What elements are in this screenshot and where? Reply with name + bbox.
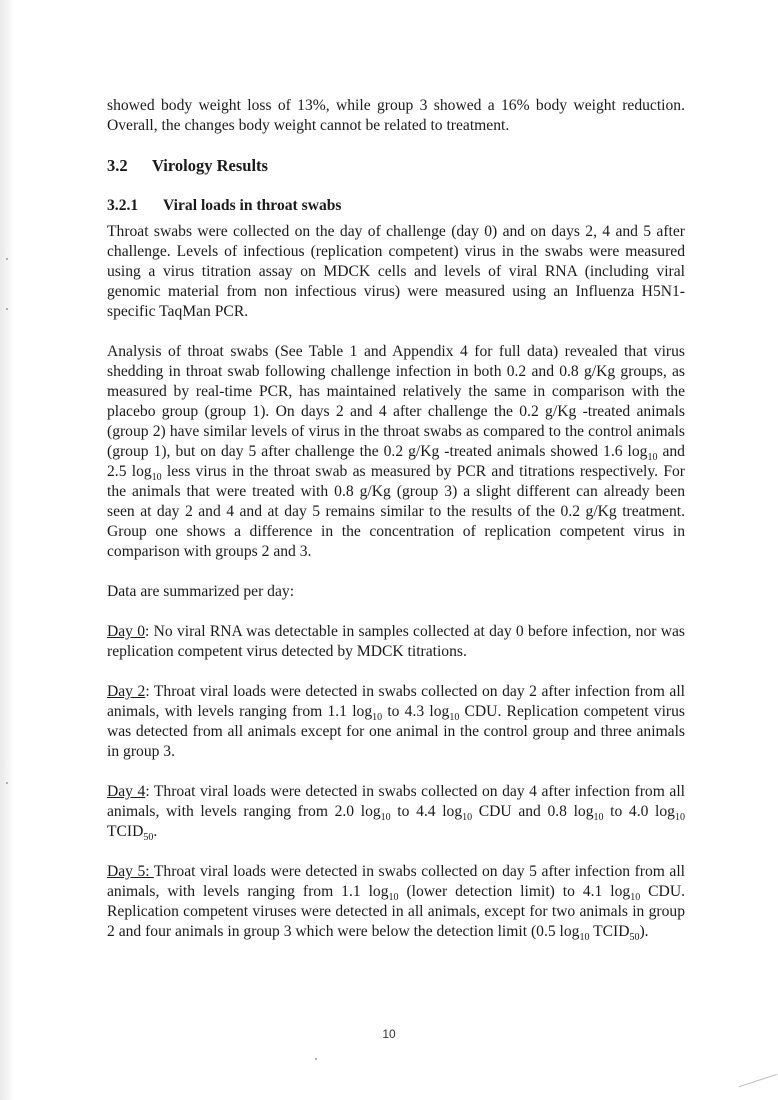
scan-corner-mark	[739, 1074, 777, 1087]
day-4-paragraph: Day 4: Throat viral loads were detected in swabs collected on day 4 after infection from all animals, with levels ranging from 2.0 $\log_{10}$ to 4.4 $\log_{10}$ CDU and 0.8 $\log_{10}$ to 4.0 $\log_{10}$ $TCID_{50}$.	[107, 783, 685, 844]
section-number: 3.2	[107, 156, 128, 175]
day-4-label: Day 4	[107, 783, 146, 800]
summary-intro: Data are summarized per day:	[107, 583, 295, 600]
subsection-title: Viral loads in throat swabs	[163, 197, 342, 214]
day-5-label: Day 5:	[107, 863, 154, 880]
subsection-heading	[107, 196, 685, 216]
scan-speck	[6, 308, 8, 310]
section-heading	[107, 156, 685, 176]
scan-speck	[315, 1058, 317, 1060]
scan-speck	[6, 782, 8, 784]
page-number: 10	[382, 1027, 396, 1041]
scan-speck	[6, 258, 8, 260]
page-content	[107, 96, 685, 962]
subsection-number: 3.2.1	[107, 197, 139, 214]
day-5-paragraph: Day 5: Throat viral loads were detected in swabs collected on day 5 after infection from all animals, with levels ranging from 1.1 $\log_{10}$ (lower detection limit) to 4.1 $\log_{10}$ CDU. Replication competent viruses were detected in all animals, except for two animals in group 2 and four animals in group 3 which were below the detection limit (0.5 $\log_{10}$ $TCID_{50}$).	[107, 863, 686, 944]
scan-edge-shadow	[0, 0, 14, 1100]
day-0-paragraph: Day 0: No viral RNA was detectable in samples collected at day 0 before infection, nor was replication competent virus detected by MDCK titrations.	[107, 623, 685, 660]
section-title: Virology Results	[152, 156, 268, 175]
analysis-paragraph: Analysis of throat swabs (See Table 1 and Appendix 4 for full data) revealed that virus shedding in throat swab following challenge infection in both 0.2 and 0.8 g/Kg groups, as measured by real-time PCR, has maintained relatively the same in comparison with the placebo group (group 1). On days 2 and 4 after challenge the 0.2 g/Kg -treated animals (group 2) have similar levels of virus in the throat swabs as compared to the control animals (group 1), but on day 5 after challenge the 0.2 g/Kg -treated animals showed 1.6 $\log_{10}$ and 2.5 $\log_{10}$ less virus in the throat swab as measured by PCR and titrations respectively. For the animals that were treated with 0.8 g/Kg (group 3) a slight different can already been seen at day 2 and 4 and at day 5 remains similar to the results of the 0.2 g/Kg treatment. Group one shows a difference in the concentration of replication competent virus in comparison with groups 2 and 3.	[107, 343, 685, 560]
intro-paragraph: showed body weight loss of 13%, while group 3 showed a 16% body weight reduction. Overall, the changes body weight cannot be related to treatment.	[107, 97, 685, 134]
day-2-paragraph: Day 2: Throat viral loads were detected in swabs collected on day 2 after infection from all animals, with levels ranging from 1.1 $\log_{10}$ to 4.3 $\log_{10}$ CDU. Replication competent virus was detected from all animals except for one animal in the control group and three animals in group 3.	[107, 683, 685, 760]
throat-swabs-paragraph: Throat swabs were collected on the day of challenge (day 0) and on days 2, 4 and 5 after challenge. Levels of infectious (replication competent) virus in the swabs were measured using a virus titration assay on MDCK cells and levels of viral RNA (including viral genomic material from non infectious virus) were measured using an Influenza H5N1-specific TaqMan PCR.	[107, 223, 685, 320]
day-2-label: Day 2	[107, 683, 146, 700]
day-0-label: Day 0	[107, 623, 146, 640]
